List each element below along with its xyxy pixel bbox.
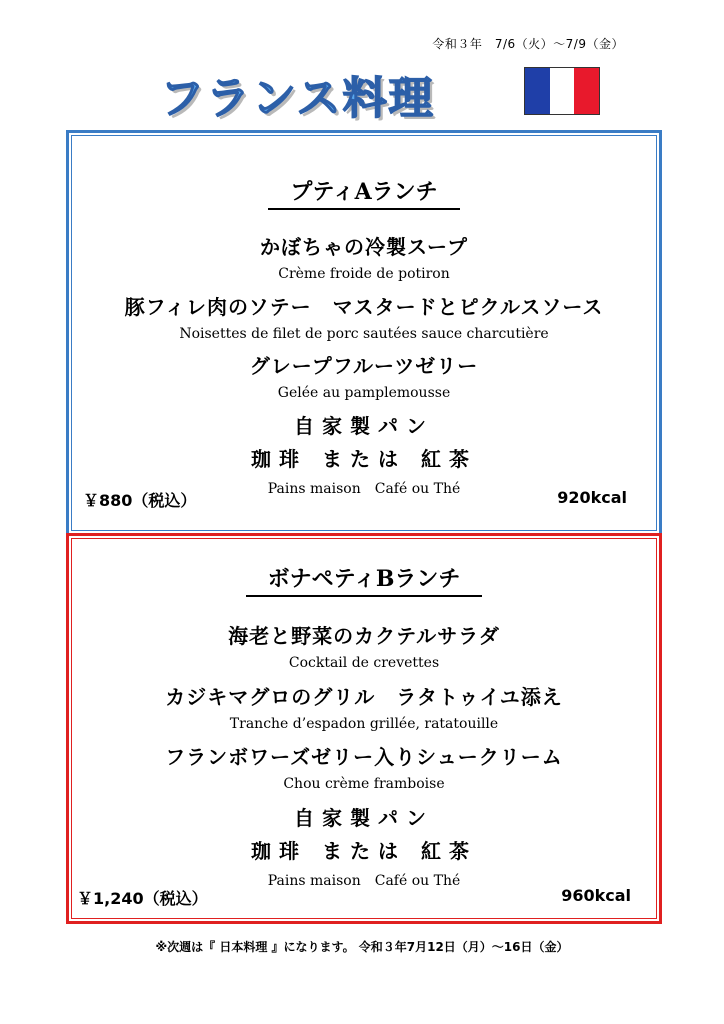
dish-name-jp: フランボワーズゼリー入りシュークリーム [165, 745, 563, 769]
dish-name-jp: かぼちゃの冷製スープ [260, 235, 468, 259]
menu-a-dish-1 [69, 231, 659, 282]
dish-name-jp: 豚フィレ肉のソテー マスタードとピクルスソース [124, 295, 604, 319]
date-range: 令和３年 7/6（火）～7/9（金） [432, 37, 624, 51]
flag-red-stripe [574, 68, 599, 114]
menu-b-bread-drink [69, 802, 659, 890]
dish-name-fr: Noisettes de filet de porc sautées sauce charcutière [179, 326, 549, 342]
menu-a-card [66, 130, 662, 536]
dish-name-fr: Cocktail de crevettes [288, 655, 440, 671]
french-flag-icon [524, 67, 600, 115]
flag-blue-stripe [525, 68, 550, 114]
menu-a-dish-3 [69, 350, 659, 401]
menu-b-title [69, 562, 659, 597]
bread-drink-fr: Pains maison Café ou Thé [267, 481, 461, 497]
menu-b-dish-1 [69, 620, 659, 671]
drink-jp: 珈琲 または 紅茶 [251, 447, 477, 471]
bread-jp: 自家製パン [294, 806, 434, 830]
page-title: フランス料理 [160, 73, 435, 124]
menu-b-title-text: ボナペティBランチ [246, 562, 483, 597]
bread-drink-fr: Pains maison Café ou Thé [267, 873, 461, 889]
dish-name-fr: Crème froide de potiron [278, 266, 450, 282]
menu-a-dish-2 [69, 291, 659, 342]
dish-name-jp: グレープフルーツゼリー [249, 354, 479, 378]
menu-a-price: ￥880（税込） [83, 491, 197, 510]
dish-name-fr: Gelée au pamplemousse [277, 385, 451, 401]
menu-a-title [69, 175, 659, 210]
next-week-note: ※次週は『 日本料理 』になります。 令和３年7月12日（月）～16日（金） [155, 940, 569, 954]
menu-b-dish-3 [69, 741, 659, 792]
menu-b-card [66, 533, 662, 924]
menu-a-bread-drink [69, 410, 659, 498]
bread-jp: 自家製パン [294, 414, 434, 438]
menu-b-price: ￥1,240（税込） [77, 889, 208, 908]
dish-name-fr: Chou crème framboise [283, 776, 445, 792]
menu-b-dish-2 [69, 681, 659, 732]
menu-a-kcal: 920kcal [557, 488, 627, 507]
flag-white-stripe [550, 68, 575, 114]
drink-jp: 珈琲 または 紅茶 [251, 839, 477, 863]
dish-name-fr: Tranche d’espadon grillée, ratatouille [229, 716, 499, 732]
menu-b-kcal: 960kcal [561, 886, 631, 905]
menu-a-title-text: プティAランチ [268, 175, 459, 210]
dish-name-jp: 海老と野菜のカクテルサラダ [228, 624, 500, 648]
dish-name-jp: カジキマグロのグリル ラタトゥイユ添え [165, 685, 563, 709]
